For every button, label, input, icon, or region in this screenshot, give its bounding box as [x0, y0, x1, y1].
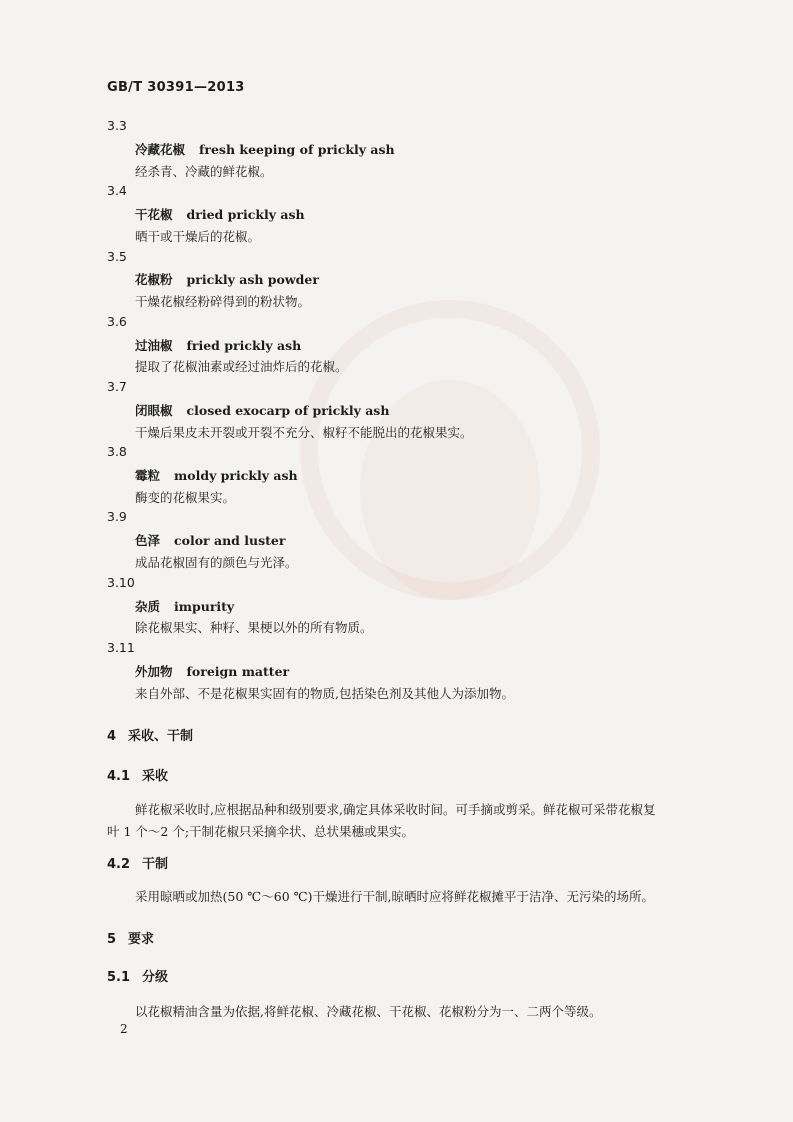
term-zh: 闭眼椒: [135, 403, 173, 418]
section-title: 分级: [142, 970, 169, 985]
section-heading: [107, 725, 193, 744]
term-number: 3.6: [107, 314, 127, 329]
paragraph-line: 叶 1 个～2 个;干制花椒只采摘伞状、总状果穗或果实。: [107, 824, 415, 839]
term-definition: 干燥后果皮未开裂或开裂不充分、椒籽不能脱出的花椒果实。: [135, 425, 473, 440]
term-definition: 提取了花椒油素或经过油炸后的花椒。: [135, 359, 348, 374]
paragraph-line: 以花椒精油含量为依据,将鲜花椒、冷藏花椒、干花椒、花椒粉分为一、二两个等级。: [135, 1004, 602, 1019]
term-number: 3.4: [107, 183, 127, 198]
term-title: [135, 205, 305, 223]
section-title: 要求: [128, 932, 155, 947]
section-number: 4: [107, 729, 117, 744]
term-en: fresh keeping of prickly ash: [199, 142, 395, 157]
section-title: 干制: [142, 857, 169, 872]
paragraph-line: 鲜花椒采收时,应根据品种和级别要求,确定具体采收时间。可手摘或剪采。鲜花椒可采带花椒复: [135, 802, 656, 817]
term-en: impurity: [174, 599, 235, 614]
term-definition: 成品花椒固有的颜色与光泽。: [135, 555, 298, 570]
term-zh: 冷藏花椒: [135, 142, 186, 157]
term-zh: 色泽: [135, 533, 161, 548]
term-en: prickly ash powder: [186, 272, 319, 287]
term-number: 3.7: [107, 379, 127, 394]
section-number: 5: [107, 932, 117, 947]
term-number: 3.8: [107, 444, 127, 459]
term-number: 3.5: [107, 249, 127, 264]
term-en: color and luster: [174, 533, 286, 548]
term-title: [135, 597, 234, 615]
term-title: [135, 140, 395, 158]
term-zh: 霉粒: [135, 468, 161, 483]
term-title: [135, 336, 301, 354]
term-number: 3.9: [107, 509, 127, 524]
term-definition: 干燥花椒经粉碎得到的粉状物。: [135, 294, 311, 309]
term-en: dried prickly ash: [186, 207, 305, 222]
subsection-heading: [107, 966, 168, 985]
section-number: 4.2: [107, 857, 131, 872]
term-definition: 经杀青、冷藏的鲜花椒。: [135, 164, 273, 179]
term-number: 3.11: [107, 640, 135, 655]
term-zh: 外加物: [135, 664, 173, 679]
subsection-heading: [107, 853, 168, 872]
subsection-heading: [107, 765, 168, 784]
paragraph-line: 采用晾晒或加热(50 ℃～60 ℃)干燥进行干制,晾晒时应将鲜花椒摊平于洁净、无污染的场所。: [135, 889, 654, 904]
term-zh: 杂质: [135, 599, 161, 614]
term-title: [135, 401, 389, 419]
section-title: 采收、干制: [128, 729, 194, 744]
term-en: moldy prickly ash: [174, 468, 298, 483]
section-number: 5.1: [107, 970, 131, 985]
term-en: closed exocarp of prickly ash: [186, 403, 390, 418]
section-number: 4.1: [107, 769, 131, 784]
page-number: 2: [120, 1022, 128, 1036]
term-zh: 过油椒: [135, 338, 173, 353]
section-heading: [107, 928, 154, 947]
term-number: 3.3: [107, 118, 127, 133]
term-title: [135, 662, 289, 680]
term-definition: 来自外部、不是花椒果实固有的物质,包括染色剂及其他人为添加物。: [135, 686, 514, 701]
section-title: 采收: [142, 769, 169, 784]
term-definition: 晒干或干燥后的花椒。: [135, 229, 261, 244]
term-en: fried prickly ash: [186, 338, 302, 353]
standard-code-header: GB/T 30391—2013: [107, 80, 245, 95]
term-title: [135, 270, 319, 288]
term-title: [135, 531, 285, 549]
term-number: 3.10: [107, 575, 135, 590]
term-en: foreign matter: [186, 664, 290, 679]
term-zh: 干花椒: [135, 207, 173, 222]
term-definition: 酶变的花椒果实。: [135, 490, 236, 505]
term-title: [135, 466, 298, 484]
term-zh: 花椒粉: [135, 272, 173, 287]
term-definition: 除花椒果实、种籽、果梗以外的所有物质。: [135, 620, 373, 635]
